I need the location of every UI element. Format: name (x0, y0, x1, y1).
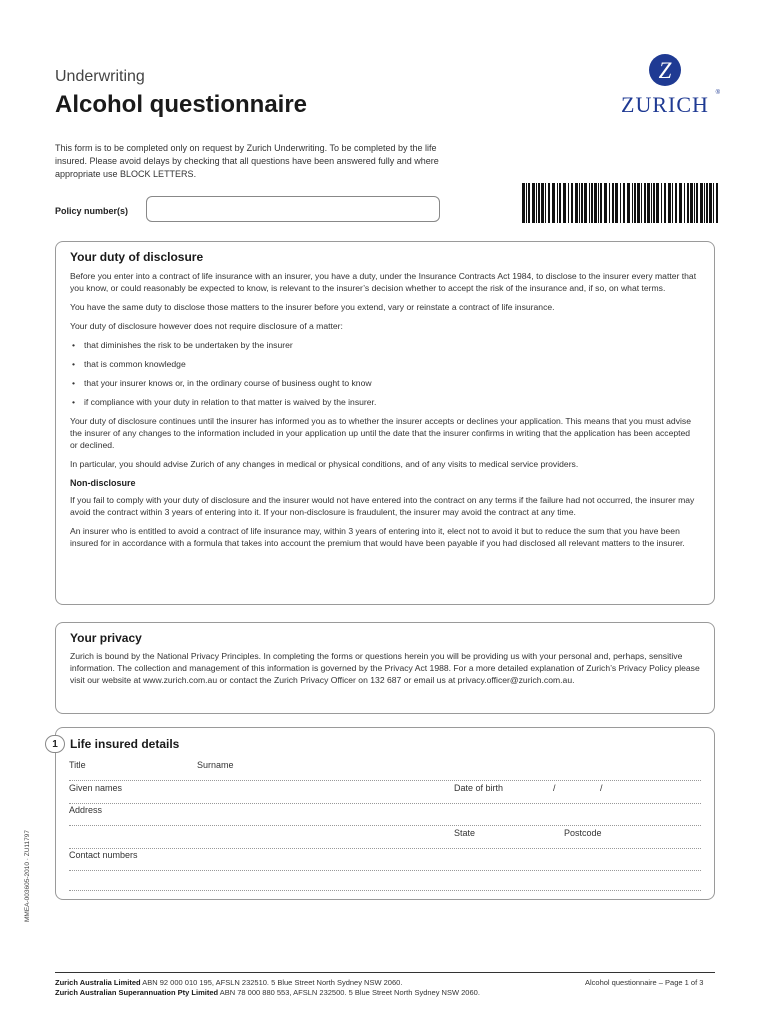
duty-paragraph-3: Your duty of disclosure however does not require disclosure of a matter: (70, 321, 343, 331)
date-of-birth-label: Date of birth (454, 783, 504, 793)
barcode-bar (632, 183, 633, 223)
barcode-bar (528, 183, 530, 223)
policy-number-input[interactable] (146, 196, 440, 222)
barcode-bar (706, 183, 708, 223)
barcode-bar (536, 183, 537, 223)
state-postcode-row (69, 828, 701, 849)
barcode-bar (675, 183, 677, 223)
list-item: • that is common knowledge (70, 358, 700, 370)
duty-of-disclosure-panel (55, 241, 715, 605)
barcode-bar (575, 183, 578, 223)
section-number-badge: 1 (45, 735, 65, 753)
barcode-bar (713, 183, 714, 223)
barcode-bar (594, 183, 597, 223)
surname-label: Surname (197, 760, 234, 770)
life-insured-heading: Life insured details (70, 737, 180, 751)
footer-company-2: Zurich Australian Superannuation Pty Limited (55, 988, 219, 997)
barcode-bar (552, 183, 555, 223)
barcode-bar (653, 183, 655, 223)
zurich-logo-mark: Z (658, 58, 672, 83)
non-disclosure-paragraph-1: If you fail to comply with your duty of disclosure and the insurer would not have entered into the contract on any terms if the failure had not occurred, the insurer may avoid the contract within 3 years of entering into it. If your non-disclosure is fraudulent, the insurer may avoid the contract at any time. (70, 495, 695, 517)
barcode-bar (690, 183, 693, 223)
privacy-panel (55, 622, 715, 714)
barcode-bar (637, 183, 640, 223)
barcode-bar (557, 183, 558, 223)
footer-company-1-details: ABN 92 000 010 195, AFSLN 232510. 5 Blue Street North Sydney NSW 2060. (140, 978, 403, 987)
duty-paragraph-1: Before you enter into a contract of life insurance with an insurer, you have a duty, under the Insurance Contracts Act 1984, to disclose to the insurer every matter that you know, or could reasonably be expected to know, is relevant to the insurer’s decision whether to accept the risk of the insurance and, if so, on what terms. (70, 271, 697, 293)
barcode-bar (684, 183, 685, 223)
privacy-text: Zurich is bound by the National Privacy Principles. In completing the forms or questions herein you will be providing us with your personal and, perhaps, sensitive information. The collection and management of this information is governed by the Privacy Act 1988. For a more detailed explanation of Zurich’s Privacy Policy please visit our website at www.zurich.com.au or contact the Zurich Privacy Officer on 132 687 or email us at privacy.officer@zurich.com.au. (70, 651, 700, 685)
barcode-bar (644, 183, 646, 223)
barcode-bar (584, 183, 587, 223)
barcode-bar (522, 183, 525, 223)
zurich-logo-wordmark: ZURICH (621, 92, 709, 117)
list-item: • that diminishes the risk to be undertaken by the insurer (70, 339, 700, 351)
barcode-bar (687, 183, 689, 223)
barcode-bar (679, 183, 682, 223)
duty-paragraph-5: In particular, you should advise Zurich of any changes in medical or physical conditions, and of any visits to medical service providers. (70, 459, 579, 469)
list-item: • if compliance with your duty in relation to that matter is waived by the insurer. (70, 396, 700, 408)
barcode-bar (545, 183, 546, 223)
duty-bullet-list (70, 339, 700, 408)
address-label: Address (69, 805, 103, 815)
barcode-bar (700, 183, 703, 223)
barcode-bar (623, 183, 625, 223)
barcode-bar (563, 183, 566, 223)
barcode-bar (609, 183, 610, 223)
contact-numbers-row (69, 850, 701, 871)
barcode-bar (709, 183, 712, 223)
address-row (69, 805, 701, 826)
barcode-bar (559, 183, 561, 223)
given-names-row (69, 783, 701, 804)
non-disclosure-heading: Non-disclosure (70, 478, 136, 488)
footer-company-2-details: ABN 78 000 880 553, AFSLN 232500. 5 Blue Street North Sydney NSW 2060. (218, 988, 480, 997)
title-label: Title (69, 760, 86, 770)
barcode-bar (668, 183, 671, 223)
non-disclosure-paragraph-2: An insurer who is entitled to avoid a contract of life insurance may, within 3 years of entering into it, elect not to avoid it but to reduce the sum that you have been insured for in accordance with a formula that takes into account the premium that would have been payable if you had disclosed all relevant matters to the insurer. (70, 526, 685, 548)
barcode-bar (672, 183, 673, 223)
barcode-bar (612, 183, 614, 223)
barcode-bar (600, 183, 602, 223)
barcode-bar (627, 183, 630, 223)
barcode-bar (651, 183, 652, 223)
footer-company-1: Zurich Australia Limited (55, 978, 141, 987)
barcode-bar (641, 183, 642, 223)
duty-heading: Your duty of disclosure (70, 250, 204, 264)
barcode-bar (634, 183, 636, 223)
barcode-bar (591, 183, 593, 223)
footer-company-info (55, 978, 480, 998)
given-names-label: Given names (69, 783, 123, 793)
footer-divider (55, 972, 715, 973)
barcode-bar (604, 183, 607, 223)
registered-mark: ® (715, 90, 720, 96)
barcode-bar (704, 183, 705, 223)
barcode-bar (581, 183, 583, 223)
barcode-bar (579, 183, 580, 223)
barcode-bar (571, 183, 573, 223)
barcode-bar (664, 183, 666, 223)
form-code: MMEA-003605-2010 · ZU11797 (24, 829, 31, 922)
privacy-heading: Your privacy (70, 631, 142, 645)
page-indicator: Alcohol questionnaire – Page 1 of 3 (585, 978, 704, 987)
barcode-bar (526, 183, 527, 223)
contact-numbers-label: Contact numbers (69, 850, 138, 860)
barcode-bar (541, 183, 544, 223)
barcode-bar (538, 183, 540, 223)
barcode (520, 183, 720, 223)
barcode-bar (696, 183, 698, 223)
barcode-bar (589, 183, 590, 223)
barcode-bar (656, 183, 659, 223)
barcode-bar (568, 183, 569, 223)
barcode-bar (661, 183, 662, 223)
barcode-bar (694, 183, 695, 223)
barcode-bar (598, 183, 599, 223)
intro-text: This form is to be completed only on request by Zurich Underwriting. To be completed by the life insured. Please avoid delays by checking that all questions have been answered fully and where appropriate use BLOCK LETTERS. (55, 143, 439, 179)
duty-paragraph-2: You have the same duty to disclose those matters to the insurer before you extend, vary or reinstate a contract of life insurance. (70, 302, 555, 312)
form-title: Alcohol questionnaire (55, 91, 308, 118)
barcode-bar (532, 183, 535, 223)
barcode-bar (620, 183, 621, 223)
barcode-bar (615, 183, 618, 223)
postcode-label: Postcode (564, 828, 602, 838)
list-item: • that your insurer knows or, in the ordinary course of business ought to know (70, 377, 700, 389)
barcode-bar (647, 183, 650, 223)
state-label: State (454, 828, 476, 838)
title-surname-row (69, 760, 701, 781)
barcode-bar (548, 183, 550, 223)
form-subtitle: Underwriting (55, 68, 145, 85)
dob-separator: / (600, 783, 603, 793)
dob-separator: / (553, 783, 556, 793)
policy-number-label: Policy number(s) (55, 206, 129, 216)
zurich-logo (612, 52, 722, 118)
contact-numbers-row-2 (69, 870, 701, 891)
duty-paragraph-4: Your duty of disclosure continues until the insurer has informed you as to whether the insurer accepts or declines your application. This means that you must advise the insurer of any changes to the information included in your application up until the date that the insurer confirms in writing that the application has been accepted or declined. (70, 416, 691, 450)
barcode-bar (716, 183, 718, 223)
